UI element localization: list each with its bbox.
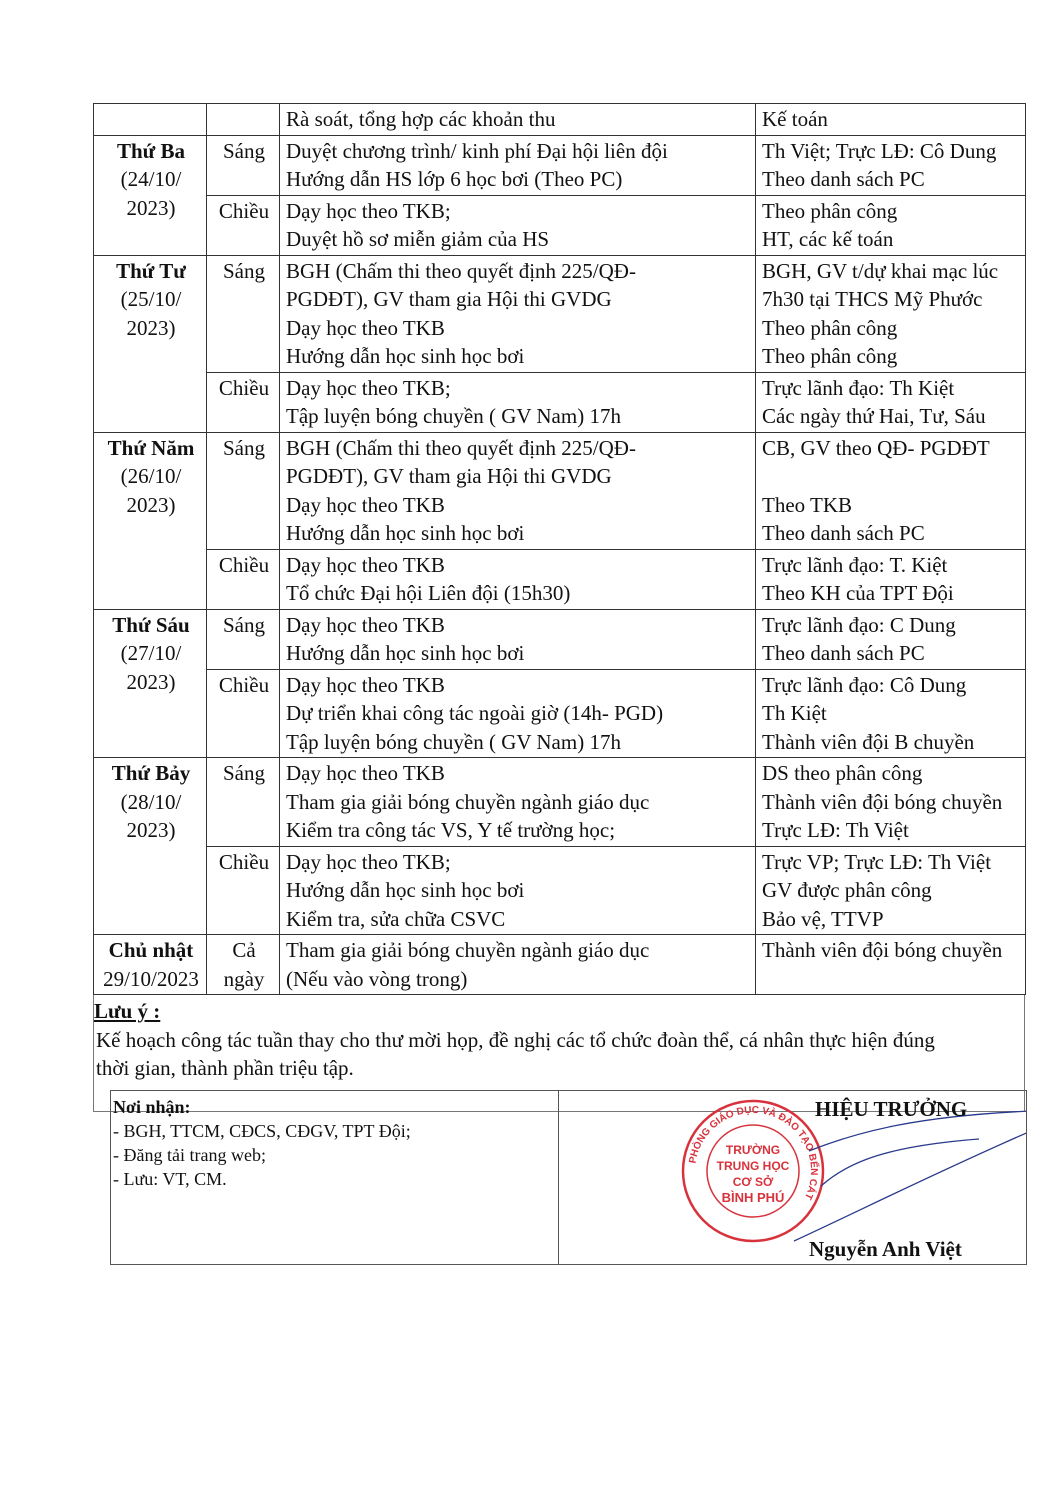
task-line: Dạy học theo TKB; xyxy=(286,375,451,400)
table-row xyxy=(94,372,1026,432)
responsible-line: Thành viên đội B chuyền xyxy=(762,729,975,754)
table-row xyxy=(94,609,1026,669)
day-cell xyxy=(94,135,207,255)
task-line: BGH (Chấm thi theo quyết định 225/QĐ- xyxy=(286,435,636,460)
session-cell xyxy=(207,372,280,432)
task-line: Dạy học theo TKB; xyxy=(286,849,451,874)
responsible-cell xyxy=(756,372,1026,432)
session-label: Chiều xyxy=(218,375,270,400)
table-row xyxy=(94,255,1026,372)
day-cell xyxy=(94,758,207,935)
task-line: Tham gia giải bóng chuyền ngành giáo dục xyxy=(286,938,650,962)
responsible-line: Bảo vệ, TTVP xyxy=(762,906,884,931)
session-label: Chiều xyxy=(218,198,270,223)
day-name: Thứ Bảy xyxy=(111,761,191,785)
session-label: Cả xyxy=(232,938,256,962)
session-label: Sáng xyxy=(223,138,265,163)
task-cell xyxy=(280,609,756,669)
task-line: Dạy học theo TKB xyxy=(286,552,445,577)
session-label: Sáng xyxy=(223,258,265,283)
responsible-cell xyxy=(756,549,1026,609)
session-cell xyxy=(207,135,280,195)
responsible-line: Theo phân công xyxy=(762,344,898,368)
responsible-cell xyxy=(756,135,1026,195)
responsible-cell xyxy=(756,758,1026,847)
responsible-cell xyxy=(756,846,1026,935)
task-cell xyxy=(280,432,756,549)
session-label: Chiều xyxy=(218,849,270,874)
responsible-line: Thành viên đội bóng chuyền xyxy=(762,789,1003,814)
responsible-cell xyxy=(756,195,1026,255)
day-date: 2023) xyxy=(126,195,176,220)
task-line: BGH (Chấm thi theo quyết định 225/QĐ- xyxy=(286,258,636,283)
session-label: Chiều xyxy=(218,552,270,577)
responsible-line: Trực lãnh đạo: T. Kiệt xyxy=(762,552,948,577)
task-cell xyxy=(280,195,756,255)
responsible-line: Trực lãnh đạo: C Dung xyxy=(762,612,956,637)
responsible-line: Theo phân công xyxy=(762,315,898,340)
signatory-name: Nguyễn Anh Việt xyxy=(809,1237,962,1261)
session-cell xyxy=(207,104,280,136)
weekly-schedule-table xyxy=(93,103,1026,995)
task-cell xyxy=(280,669,756,758)
session-label: Chiều xyxy=(218,672,270,697)
task-cell xyxy=(280,372,756,432)
day-date: 2023) xyxy=(126,818,176,842)
note-title: Lưu ý : xyxy=(94,999,161,1023)
session-cell xyxy=(207,609,280,669)
responsible-line: Trực lãnh đạo: Cô Dung xyxy=(762,672,967,697)
table-row xyxy=(94,432,1026,549)
table-row xyxy=(94,846,1026,935)
responsible-line: Theo danh sách PC xyxy=(762,521,925,545)
task-cell xyxy=(280,255,756,372)
seal-line: CƠ SỞ xyxy=(732,1175,774,1189)
day-date: (25/10/ xyxy=(120,287,182,311)
session-cell xyxy=(207,758,280,847)
day-name: Thứ Ba xyxy=(116,138,186,163)
day-date: (26/10/ xyxy=(120,464,182,488)
task-cell xyxy=(280,846,756,935)
table-row xyxy=(94,195,1026,255)
recipient-item: - Lưu: VT, CM. xyxy=(113,1169,227,1189)
task-line: PGDĐT), GV tham gia Hội thi GVDG xyxy=(286,464,612,488)
responsible-line: CB, GV theo QĐ- PGDĐT xyxy=(762,435,990,460)
table-row xyxy=(94,758,1026,847)
table-row xyxy=(94,135,1026,195)
note-body xyxy=(94,1026,1024,1083)
day-date: 29/10/2023 xyxy=(103,966,199,991)
task-cell xyxy=(280,104,756,136)
table-row xyxy=(94,669,1026,758)
responsible-line: BGH, GV t/dự khai mạc lúc xyxy=(762,258,999,283)
recipient-item: - Đăng tải trang web; xyxy=(113,1145,266,1165)
session-cell xyxy=(207,195,280,255)
task-line: Dự triển khai công tác ngoài giờ (14h- PGD) xyxy=(286,701,664,725)
task-line: Tham gia giải bóng chuyền ngành giáo dục xyxy=(286,789,650,814)
session-cell xyxy=(207,669,280,758)
seal-ring-text: PHÒNG GIÁO DỤC VÀ ĐÀO TẠO BẾN CÁT xyxy=(687,1104,820,1202)
task-line: Hướng dẫn học sinh học bơi xyxy=(286,641,525,665)
day-name: Chủ nhật xyxy=(108,938,194,962)
session-label: Sáng xyxy=(223,612,265,637)
responsible-line: Th Việt; Trực LĐ: Cô Dung xyxy=(762,138,997,163)
day-date: (27/10/ xyxy=(120,641,182,665)
recipients-block xyxy=(111,1091,559,1264)
recipients-title: Nơi nhận: xyxy=(113,1097,191,1117)
task-line: Dạy học theo TKB; xyxy=(286,198,451,223)
task-line: Dạy học theo TKB xyxy=(286,672,445,697)
task-cell xyxy=(280,549,756,609)
session-cell xyxy=(207,255,280,372)
day-cell xyxy=(94,104,207,136)
task-cell xyxy=(280,135,756,195)
task-cell xyxy=(280,758,756,847)
recipient-item: - BGH, TTCM, CĐCS, CĐGV, TPT Đội; xyxy=(113,1121,411,1141)
table-row xyxy=(94,104,1026,136)
day-date: 2023) xyxy=(126,669,176,694)
footer-block xyxy=(110,1090,1027,1265)
task-line: Dạy học theo TKB xyxy=(286,315,445,340)
responsible-line: Theo danh sách PC xyxy=(762,167,925,191)
responsible-cell xyxy=(756,669,1026,758)
responsible-cell xyxy=(756,255,1026,372)
responsible-line: Theo KH của TPT Đội xyxy=(762,581,954,605)
day-name: Thứ Sáu xyxy=(112,612,190,637)
session-label: Sáng xyxy=(223,761,265,785)
responsible-line: Theo phân công xyxy=(762,198,898,223)
note-line: thời gian, thành phần triệu tập. xyxy=(96,1056,354,1080)
session-cell xyxy=(207,935,280,995)
task-line: Dạy học theo TKB xyxy=(286,492,445,517)
responsible-line: Các ngày thứ Hai, Tư, Sáu xyxy=(762,404,986,428)
day-date: (28/10/ xyxy=(120,789,182,814)
task-line: Hướng dẫn học sinh học bơi xyxy=(286,344,525,368)
responsible-line: Trực LĐ: Th Việt xyxy=(762,818,909,842)
responsible-line: Kế toán xyxy=(762,107,828,131)
task-line: Kiểm tra công tác VS, Y tế trường học; xyxy=(286,818,616,842)
responsible-line: Theo TKB xyxy=(762,492,853,517)
task-line: Dạy học theo TKB xyxy=(286,761,445,785)
task-cell xyxy=(280,935,756,995)
task-line: Rà soát, tổng hợp các khoản thu xyxy=(286,107,556,131)
task-line: Dạy học theo TKB xyxy=(286,612,445,637)
day-name: Thứ Tư xyxy=(116,258,186,283)
task-line: Duyệt chương trình/ kinh phí Đại hội liên đội xyxy=(286,138,668,163)
responsible-line: HT, các kế toán xyxy=(762,227,894,251)
responsible-line: Th Kiệt xyxy=(762,701,827,725)
day-cell xyxy=(94,432,207,609)
table-row xyxy=(94,549,1026,609)
task-line: PGDĐT), GV tham gia Hội thi GVDG xyxy=(286,287,612,311)
note-line: Kế hoạch công tác tuần thay cho thư mời họp, đề nghị các tổ chức đoàn thể, cá nhân thực hiện đúng xyxy=(96,1027,935,1052)
task-line: Duyệt hồ sơ miễn giảm của HS xyxy=(286,227,550,251)
signature-block xyxy=(559,1091,1026,1264)
day-date: 2023) xyxy=(126,492,176,517)
seal-line: BÌNH PHÚ xyxy=(721,1190,785,1205)
table-row xyxy=(94,935,1026,995)
task-line: Tập luyện bóng chuyền ( GV Nam) 17h xyxy=(286,404,621,428)
session-cell xyxy=(207,432,280,549)
task-line: Tổ chức Đại hội Liên đội (15h30) xyxy=(286,581,571,605)
responsible-line: DS theo phân công xyxy=(762,761,923,785)
day-name: Thứ Năm xyxy=(107,435,195,460)
session-cell xyxy=(207,549,280,609)
task-line: Hướng dẫn HS lớp 6 học bơi (Theo PC) xyxy=(286,167,623,191)
session-label: ngày xyxy=(223,966,265,991)
day-cell xyxy=(94,255,207,432)
responsible-line: Trực lãnh đạo: Th Kiệt xyxy=(762,375,955,400)
task-line: Hướng dẫn học sinh học bơi xyxy=(286,521,525,545)
responsible-line: Theo danh sách PC xyxy=(762,641,925,665)
document-sheet xyxy=(93,103,1025,1112)
responsible-cell xyxy=(756,609,1026,669)
day-cell xyxy=(94,609,207,758)
responsible-line: Thành viên đội bóng chuyền xyxy=(762,938,1003,962)
responsible-line xyxy=(762,462,1021,491)
responsible-line: 7h30 tại THCS Mỹ Phước xyxy=(762,287,983,311)
responsible-cell xyxy=(756,432,1026,549)
task-line: Kiểm tra, sửa chữa CSVC xyxy=(286,906,506,931)
responsible-line: Trực VP; Trực LĐ: Th Việt xyxy=(762,849,992,874)
session-cell xyxy=(207,846,280,935)
day-date: 2023) xyxy=(126,315,176,340)
day-date: (24/10/ xyxy=(120,167,182,191)
task-line: (Nếu vào vòng trong) xyxy=(286,966,468,991)
responsible-cell xyxy=(756,104,1026,136)
signatory-role: HIỆU TRƯỞNG xyxy=(815,1097,968,1121)
responsible-line: GV được phân công xyxy=(762,878,932,902)
seal-line: TRƯỜNG xyxy=(725,1143,781,1157)
task-line: Tập luyện bóng chuyền ( GV Nam) 17h xyxy=(286,729,621,754)
task-line: Hướng dẫn học sinh học bơi xyxy=(286,878,525,902)
seal-line: TRUNG HỌC xyxy=(716,1159,790,1173)
session-label: Sáng xyxy=(223,435,265,460)
responsible-cell xyxy=(756,935,1026,995)
day-cell xyxy=(94,935,207,995)
